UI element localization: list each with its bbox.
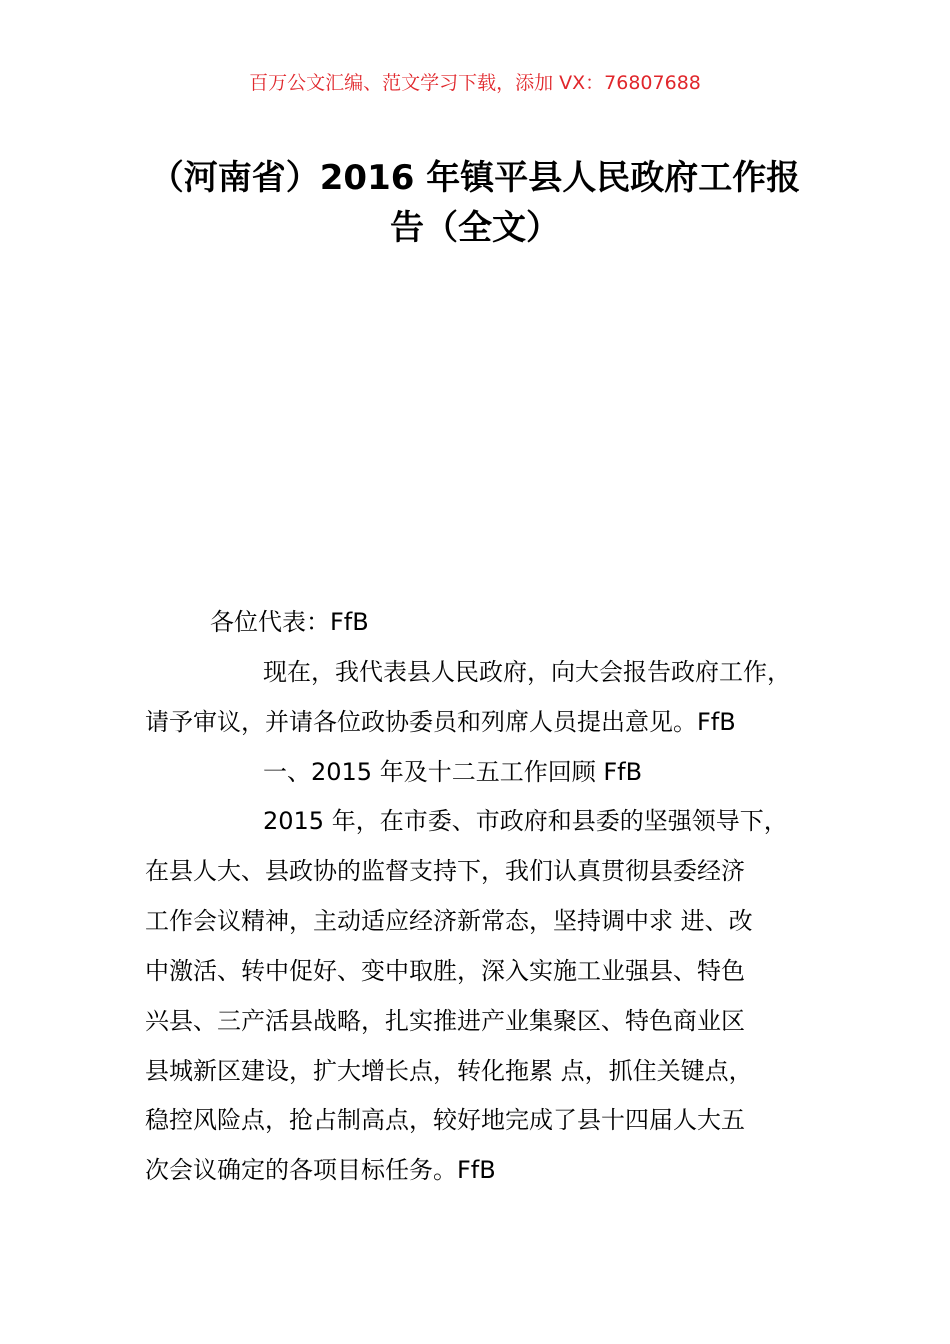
paragraph-line: 现在，我代表县人民政府，向大会报告政府工作， <box>263 658 791 686</box>
paragraph-line: 次会议确定的各项目标任务。FfB <box>145 1156 496 1184</box>
paragraph-line: 县城新区建设，扩大增长点，转化拖累 点，抓住关键点， <box>145 1057 753 1085</box>
paragraph-line: 稳控风险点，抢占制高点，较好地完成了县十四届人大五 <box>145 1106 745 1134</box>
document-title-line-1: （河南省）2016 年镇平县人民政府工作报 <box>149 158 801 198</box>
salutation: 各位代表：FfB <box>210 608 369 636</box>
paragraph-line: 兴县、三产活县战略，扎实推进产业集聚区、特色商业区 <box>145 1007 745 1035</box>
document-title-line-2: 告（全文） <box>390 208 560 248</box>
paragraph-line: 2015 年，在市委、市政府和县委的坚强领导下， <box>263 807 788 835</box>
paragraph-line: 请予审议，并请各位政协委员和列席人员提出意见。FfB <box>145 708 736 736</box>
watermark-header: 百万公文汇编、范文学习下载，添加 VX：76807688 <box>249 72 701 94</box>
paragraph-line: 在县人大、县政协的监督支持下，我们认真贯彻县委经济 <box>145 857 745 885</box>
paragraph-line: 中激活、转中促好、变中取胜，深入实施工业强县、特色 <box>145 957 745 985</box>
paragraph-line: 工作会议精神，主动适应经济新常态，坚持调中求 进、改 <box>145 907 753 935</box>
section-heading: 一、2015 年及十二五工作回顾 FfB <box>263 758 643 786</box>
